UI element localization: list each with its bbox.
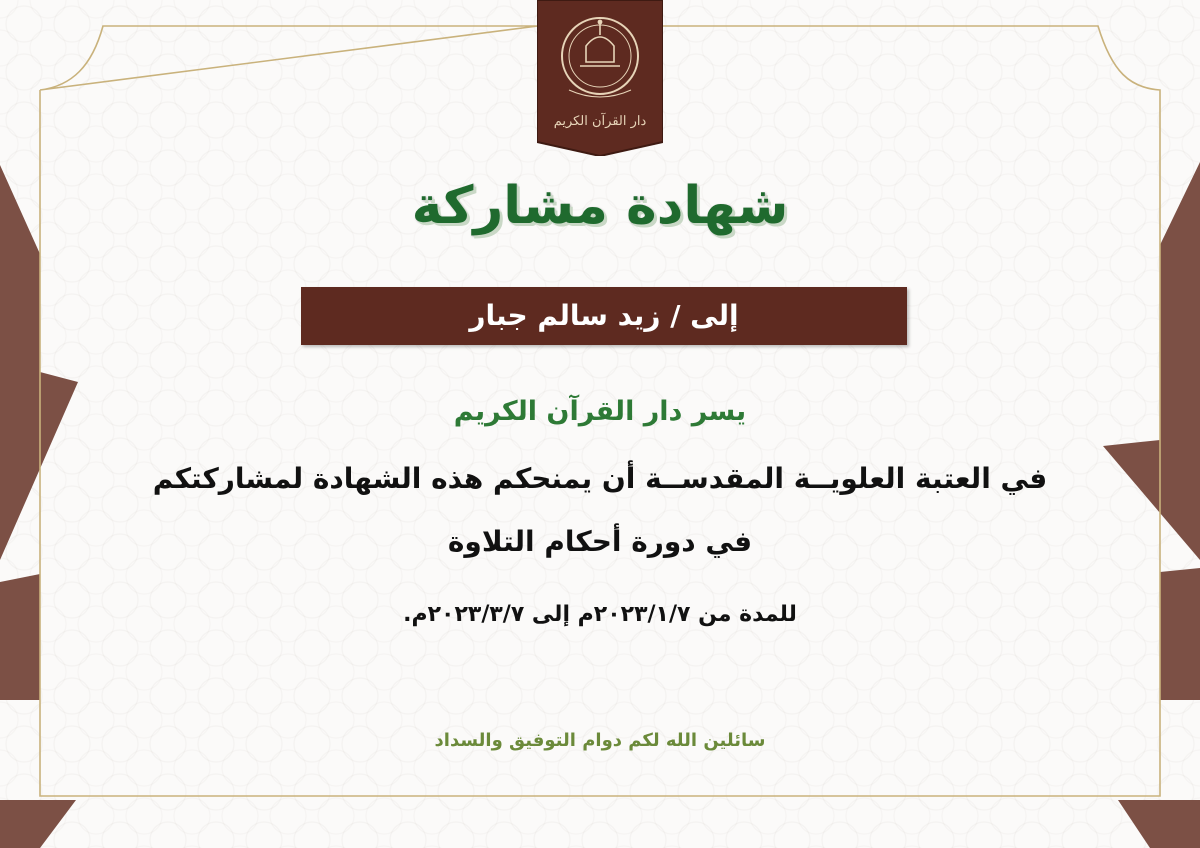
closing-prayer: سائلين الله لكم دوام التوفيق والسداد [434,730,766,751]
certificate-title: شهادة مشاركة [411,176,789,236]
course-name: في دورة أحكام التلاوة [447,525,753,558]
right-chevron-middle [1160,568,1200,700]
left-corner-bottom [0,800,76,848]
right-corner-bottom [1118,800,1200,848]
recipient-banner [301,287,907,345]
course-period: للمدة من ٢٠٢٣/١/٧م إلى ٢٠٢٣/٣/٧م. [403,602,797,627]
recipient-name: إلى / زيد سالم جبار [469,299,739,332]
award-statement: في العتبة العلويــة المقدســة أن يمنحكم هذه الشهادة لمشاركتكم [152,462,1048,495]
shrine-emblem-icon [537,0,663,156]
emblem-label: دار القرآن الكريم [553,114,647,129]
institution-emblem [537,0,663,156]
right-chevron-top [1103,162,1200,560]
left-chevron-top [0,165,78,560]
left-chevron-bottom [0,574,40,700]
issuer-line: يسر دار القرآن الكريم [453,396,747,427]
